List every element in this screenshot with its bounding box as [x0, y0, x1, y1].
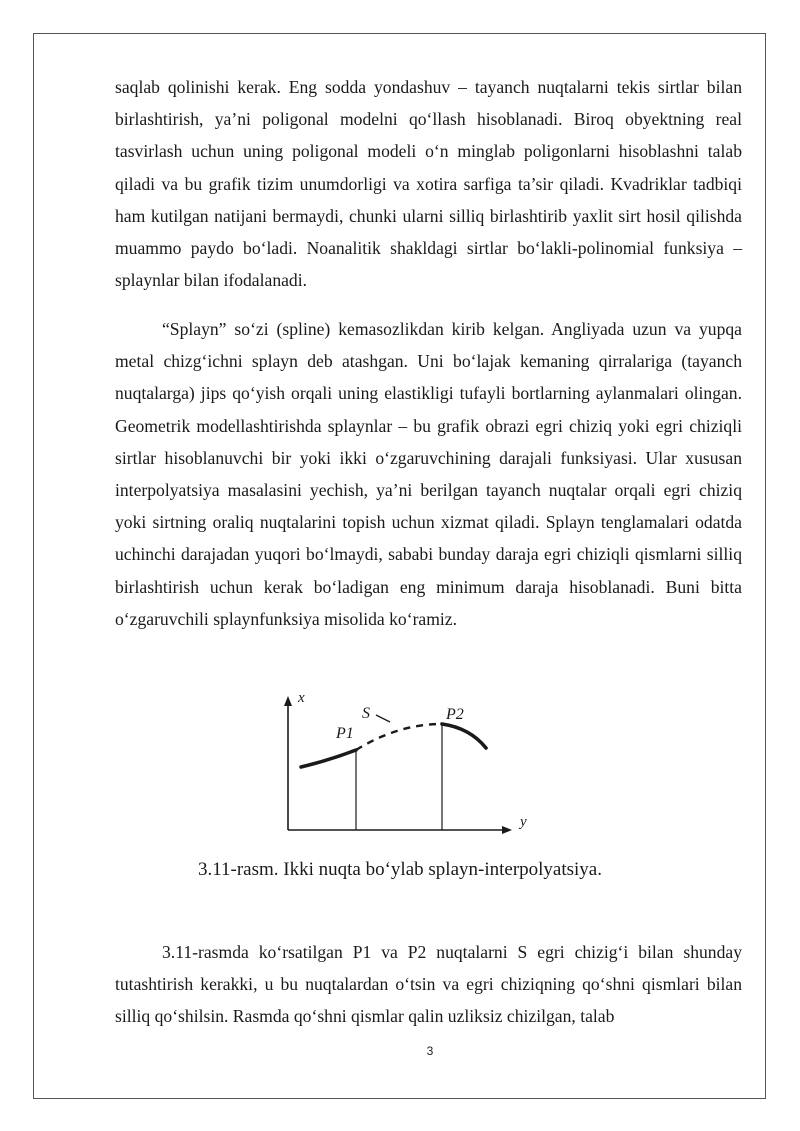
spline-figure: [270, 686, 540, 841]
curve-s-label: S: [362, 705, 370, 722]
point-p1-label: P1: [336, 725, 354, 742]
figure-caption: 3.11-rasm. Ikki nuqta bo‘ylab splayn-interpolyatsiya.: [197, 859, 602, 880]
paragraph-3: 3.11-rasmda ko‘rsatilgan P1 va P2 nuqtalarni S egri chizig‘i bilan shunday tutashtirish kerakki, u bu nuqtalardan o‘tsin va egri chiziqning qo‘shni qismlari bilan silliq qo‘shilsin. Rasmda qo‘shni qismlar qalin uzliksiz chizilgan, talab: [115, 942, 742, 1027]
right-curve-segment: [442, 724, 486, 748]
paragraph-2: “Splayn” so‘zi (spline) kemasozlikdan kirib kelgan. Angliyada uzun va yupqa metal chizg‘ichni splayn deb atashgan. Uni bo‘lajak kemaning qirralariga (tayanch nuqtalarga) jips qo‘yish orqali uning elastikligi tufayli bortlarning aylanmalari olingan. Geometrik modellashtirishda splaynlar – bu grafik obrazi egri chiziq yoki egri chiziqli sirtlar hisoblanuvchi bir yoki ikki o‘zgaruvchining darajali funksiyasi. Ular xususan interpolyatsiya masalasini yechish, ya’ni berilgan tayanch nuqtalar orqali egri chiziq yoki sirtning oraliq nuqtalarini topish uchun xizmat qiladi. Splayn tenglamalari odatda uchinchi darajadan yuqori bo‘lmaydi, sababi bunday daraja egri chiziqli qismlarni silliq birlashtirish uchun kerak bo‘ladigan eng minimum daraja hisoblanadi. Buni bitta o‘zgaruvchili splaynfunksiya misolida ko‘ramiz.: [115, 319, 742, 629]
horizontal-axis-arrow: [502, 826, 512, 834]
vertical-axis-arrow: [284, 696, 292, 706]
point-p2-label: P2: [446, 706, 464, 723]
left-curve-segment: [301, 750, 356, 767]
spline-curve-s: [356, 724, 442, 750]
page-number: 3: [426, 1044, 434, 1058]
paragraph-1: saqlab qolinishi kerak. Eng sodda yondashuv – tayanch nuqtalarni tekis sirtlar bilan birlashtirish, ya’ni poligonal modelni qo‘llash hisoblanadi. Biroq obyektning real tasvirlash uchun uning poligonal modeli o‘n minglab poligonlarni hisoblashni talab qiladi va bu grafik tizim unumdorligi va xotira sarfiga ta’sir qiladi. Kvadriklar tadbiqi ham kutilgan natijani bermaydi, chunki ularni silliq birlashtirib yaxlit sirt hosil qilishda muammo paydo bo‘ladi. Noanalitik shakldagi sirtlar bo‘lakli-polinomial funksiya – splaynlar bilan ifodalanadi.: [115, 77, 742, 291]
axis-y-label: y: [520, 814, 527, 830]
axis-x-label: x: [298, 690, 305, 706]
s-pointer-line: [376, 715, 390, 722]
